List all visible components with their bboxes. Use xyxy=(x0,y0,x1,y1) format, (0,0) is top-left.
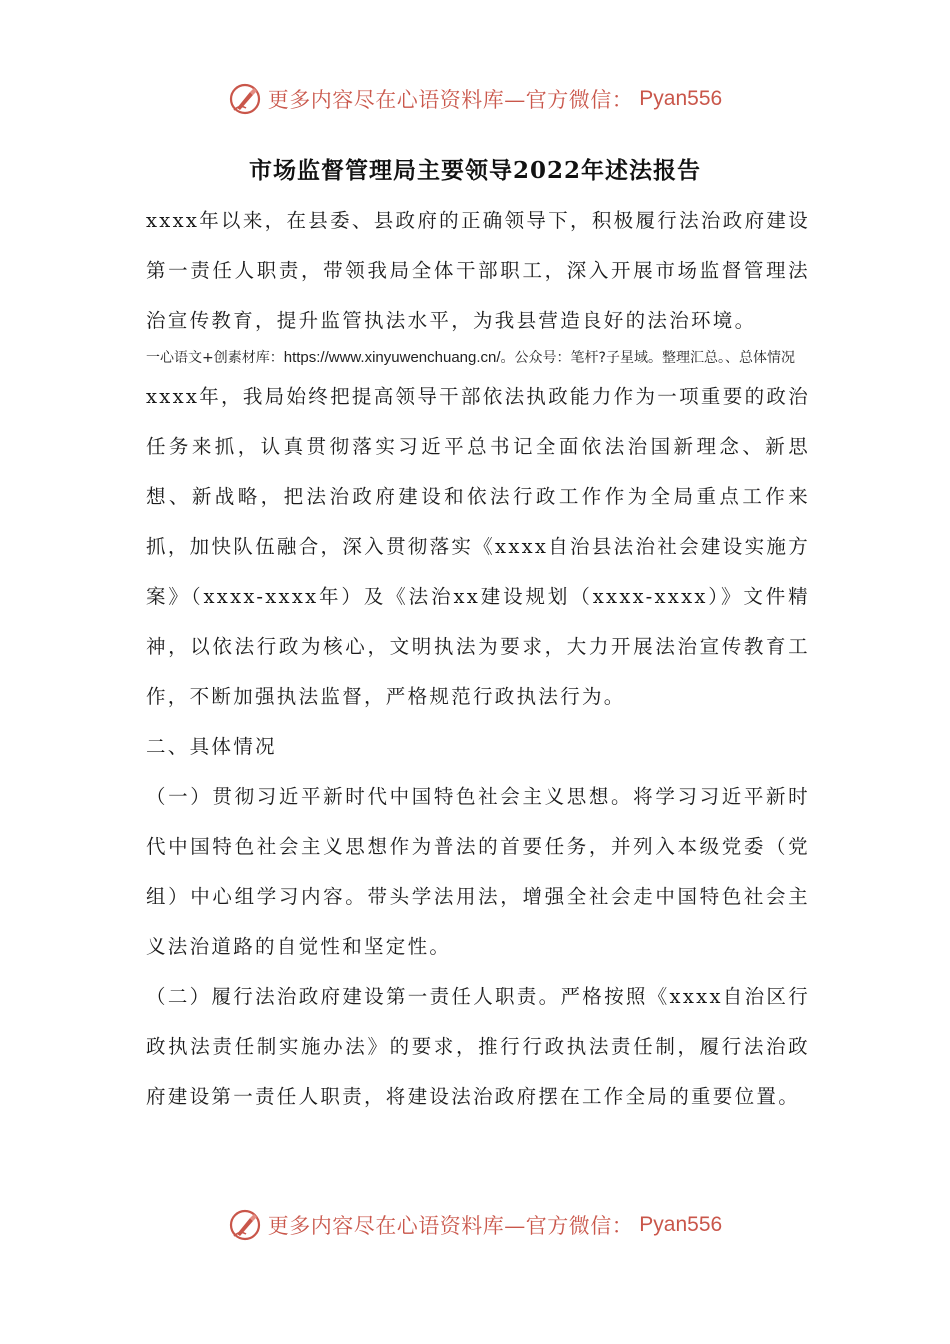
overview-paragraph: xxxx年，我局始终把提高领导干部依法执政能力作为一项重要的政治任务来抓，认真贯彻落实习近平总书记全面依法治国新理念、新思想、新战略，把法治政府建设和依法行政工作作为全局重点工作来抓，加快队伍融合，深入贯彻落实《xxxx自治县法治社会建设实施方案》（xxxx-xxxx年）及《法治xx建设规划（xxxx-xxxx）》文件精神，以依法行政为核心，文明执法为要求，大力开展法治宣传教育工作，不断加强执法监督，严格规范行政执法行为。 xyxy=(146,385,810,708)
watermark-text: 更多内容尽在心语资料库—官方微信： xyxy=(267,1214,634,1238)
promo-line xyxy=(146,346,810,370)
promo-url-link[interactable]: https://www.xinyuwenchuang.cn/ xyxy=(283,349,501,366)
watermark-wechat-id: Pyan556 xyxy=(639,87,723,110)
header-watermark xyxy=(0,82,950,116)
document-title: 市场监督管理局主要领导2022年述法报告 xyxy=(248,157,701,184)
watermark-wechat-id: Pyan556 xyxy=(639,1213,723,1236)
item-one-paragraph: （一）贯彻习近平新时代中国特色社会主义思想。将学习习近平新时代中国特色社会主义思想作为普法的首要任务，并列入本级党委（党组）中心组学习内容。带头学法用法，增强全社会走中国特色社会主义法治道路的自觉性和坚定性。 xyxy=(146,785,810,958)
item-two-paragraph: （二）履行法治政府建设第一责任人职责。严格按照《xxxx自治区行政执法责任制实施办法》的要求，推行行政执法责任制，履行法治政府建设第一责任人职责，将建设法治政府摆在工作全局的重要位置。 xyxy=(146,985,810,1108)
intro-paragraph: xxxx年以来，在县委、县政府的正确领导下，积极履行法治政府建设第一责任人职责，带领我局全体干部职工，深入开展市场监督管理法治宣传教育，提升监管执法水平，为我县营造良好的法治环境。 xyxy=(146,209,810,332)
section-heading: 二、具体情况 xyxy=(146,735,277,758)
document-body xyxy=(146,196,810,1122)
watermark-text: 更多内容尽在心语资料库—官方微信： xyxy=(267,88,634,112)
pen-logo-icon xyxy=(228,82,262,116)
promo-prefix: 一心语文+创素材库： xyxy=(146,350,284,366)
footer-watermark xyxy=(0,1208,950,1242)
promo-suffix: 。公众号：笔杆?子星域。整理汇总。、总体情况 xyxy=(500,350,795,366)
pen-logo-icon xyxy=(228,1208,262,1242)
